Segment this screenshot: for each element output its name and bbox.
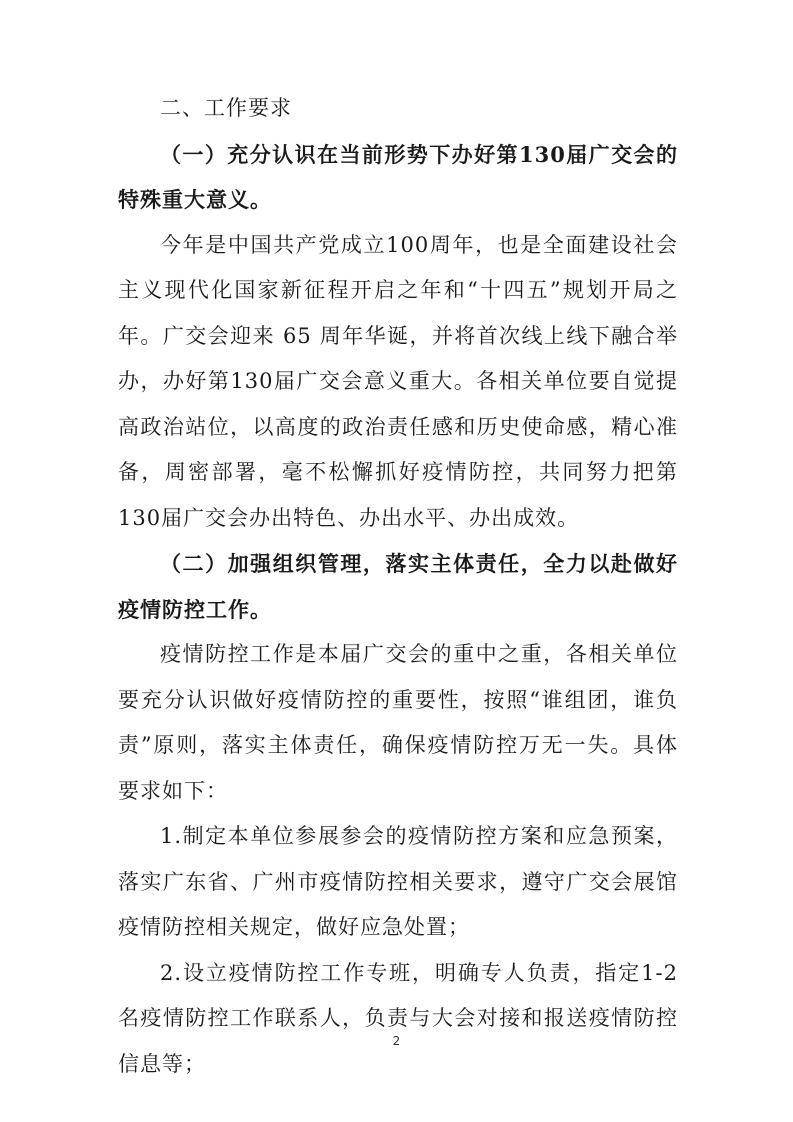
list-item-2: 2.设立疫情防控工作专班，明确专人负责，指定1-2名疫情防控工作联系人，负责与大会对接和报送疫情防控信息等；: [118, 960, 678, 1076]
document-body: [118, 86, 678, 1087]
list-item-1: 1.制定本单位参展参会的疫情防控方案和应急预案，落实广东省、广州市疫情防控相关要求，遵守广交会展馆疫情防控相关规定，做好应急处置；: [118, 824, 678, 939]
paragraph-1: 今年是中国共产党成立100周年，也是全面建设社会主义现代化国家新征程开启之年和“十四五”规划开局之年。广交会迎来 65 周年华诞，并将首次线上线下融合举办，办好第130届广交会意义重大。各相关单位要自觉提高政治站位，以高度的政治责任感和历史使命感，精心准备，周密部署，毫不松懈抓好疫情防控，共同努力把第130届广交会办出特色、办出水平、办出成效。: [118, 232, 678, 530]
page-number: 2: [392, 1034, 401, 1048]
paragraph-2: 疫情防控工作是本届广交会的重中之重，各相关单位要充分认识做好疫情防控的重要性，按照“谁组团，谁负责”原则，落实主体责任，确保疫情防控万无一失。具体要求如下：: [118, 642, 678, 803]
subsection-2-title: （二）加强组织管理，落实主体责任，全力以赴做好疫情防控工作。: [118, 551, 678, 622]
subsection-1-title: （一）充分认识在当前形势下办好第130届广交会的特殊重大意义。: [118, 141, 678, 212]
section-title: 二、工作要求: [160, 96, 292, 120]
